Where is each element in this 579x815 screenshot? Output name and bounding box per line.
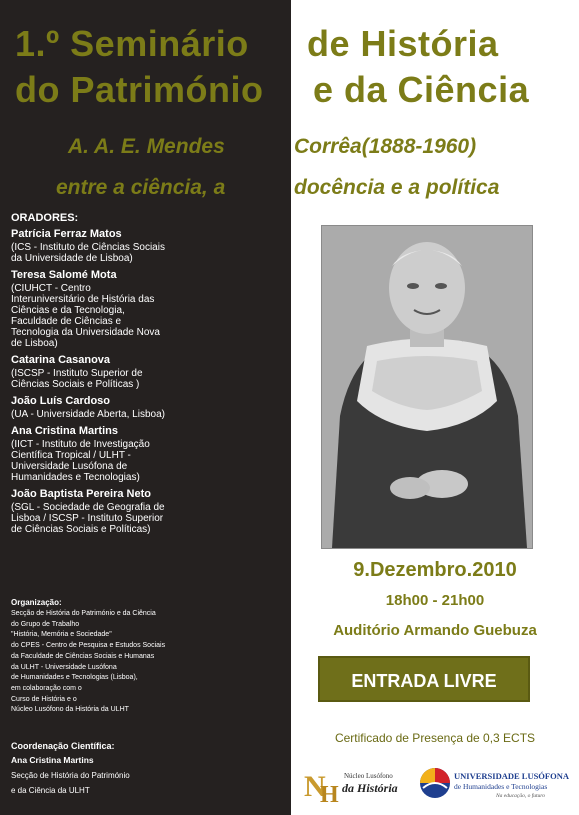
organization-line: "História, Memória e Sociedade" bbox=[11, 631, 112, 639]
organization-line: do Grupo de Trabalho bbox=[11, 620, 80, 628]
title-line2-left: do Património bbox=[15, 69, 264, 110]
title-line1-right: de História bbox=[307, 23, 499, 64]
speakers-heading: ORADORES: bbox=[11, 212, 79, 224]
ulht-logo-line2: de Humanidades e Tecnologias bbox=[454, 782, 548, 791]
subtitle-line1-left: A. A. E. Mendes bbox=[68, 135, 225, 158]
organization-line: em colaboração com o bbox=[11, 684, 82, 692]
speaker-affiliation: (IICT - Instituto de Investigação Científica Tropical / ULHT - Universidade Lusófona de Humanidades e Tecnologias) bbox=[11, 439, 150, 483]
organization-line: Núcleo Lusófono da História da ULHT bbox=[11, 706, 129, 714]
organization-line: de Humanidades e Tecnologias (Lisboa), bbox=[11, 674, 138, 682]
subtitle-line2-right: docência e a política bbox=[294, 176, 500, 199]
coordination-heading: Coordenação Científica: bbox=[11, 741, 115, 751]
coordination-line: Secção de História do Património bbox=[11, 771, 130, 780]
title-line1-left: 1.º Seminário bbox=[15, 23, 249, 64]
nucleo-logo-line2: da História bbox=[342, 781, 398, 795]
ulht-logo-line1: UNIVERSIDADE LUSÓFONA bbox=[454, 771, 570, 781]
event-date: 9.Dezembro.2010 bbox=[353, 559, 517, 581]
speaker-affiliation: (SGL - Sociedade de Geografia de Lisboa / ISCSP - Instituto Superior de Ciências Sociais e Políticas) bbox=[11, 502, 165, 535]
speaker-name: João Baptista Pereira Neto bbox=[11, 488, 151, 500]
speaker-affiliation: (ISCSP - Instituto Superior de Ciências Sociais e Políticas ) bbox=[11, 368, 143, 390]
organization-line: da ULHT - Universidade Lusófona bbox=[11, 663, 117, 671]
speaker-affiliation: (UA - Universidade Aberta, Lisboa) bbox=[11, 409, 165, 420]
certificate-text: Certificado de Presença de 0,3 ECTS bbox=[334, 731, 536, 745]
svg-text:N: N bbox=[304, 770, 326, 803]
svg-text:H: H bbox=[320, 782, 339, 806]
speaker-name: João Luís Cardoso bbox=[11, 395, 111, 407]
speaker-name: Patrícia Ferraz Matos bbox=[11, 228, 122, 240]
speakers-list bbox=[11, 212, 283, 540]
speaker-name: Teresa Salomé Mota bbox=[11, 269, 117, 281]
event-time: 18h00 - 21h00 bbox=[385, 592, 485, 609]
organization-line: da Faculdade de Ciências Sociais e Humanas bbox=[11, 652, 155, 660]
speaker-affiliation: (ICS - Instituto de Ciências Sociais da Universidade de Lisboa) bbox=[11, 242, 165, 264]
portrait-illustration bbox=[322, 226, 532, 548]
subtitle-line2-left: entre a ciência, a bbox=[56, 176, 226, 199]
speaker-name: Catarina Casanova bbox=[11, 354, 111, 366]
nucleo-logo-line1: Núcleo Lusófono bbox=[344, 772, 393, 780]
ulht-logo-tagline: Na educação, o futuro bbox=[496, 793, 545, 799]
entrada-livre-button[interactable]: ENTRADA LIVRE bbox=[318, 656, 530, 702]
coordination-block bbox=[11, 741, 283, 798]
organization-line: Curso de História e o bbox=[11, 695, 77, 703]
organization-heading: Organização: bbox=[11, 598, 62, 607]
speaker-affiliation: (CIUHCT - Centro Interuniversitário de História das Ciências e da Tecnologia, Faculdade de Ciências e Tecnologia da Universidade Nova de Lisboa) bbox=[11, 283, 160, 349]
organization-line: do CPES - Centro de Pesquisa e Estudos Sociais bbox=[11, 642, 166, 650]
portrait-photo bbox=[321, 225, 533, 549]
coordination-name: Ana Cristina Martins bbox=[11, 755, 94, 765]
ulht-logo bbox=[418, 762, 573, 806]
ulht-globe-icon bbox=[418, 766, 452, 800]
coordination-line: e da Ciência da ULHT bbox=[11, 786, 90, 795]
subtitle-line1-right: Corrêa(1888-1960) bbox=[294, 135, 477, 158]
speaker-name: Ana Cristina Martins bbox=[11, 425, 118, 437]
title-line2-right: e da Ciência bbox=[313, 69, 530, 110]
organization-block bbox=[11, 598, 283, 716]
event-venue: Auditório Armando Guebuza bbox=[333, 622, 537, 639]
organization-line: Secção de História do Património e da Ciência bbox=[11, 610, 156, 617]
nucleo-lusofono-logo bbox=[302, 762, 412, 806]
